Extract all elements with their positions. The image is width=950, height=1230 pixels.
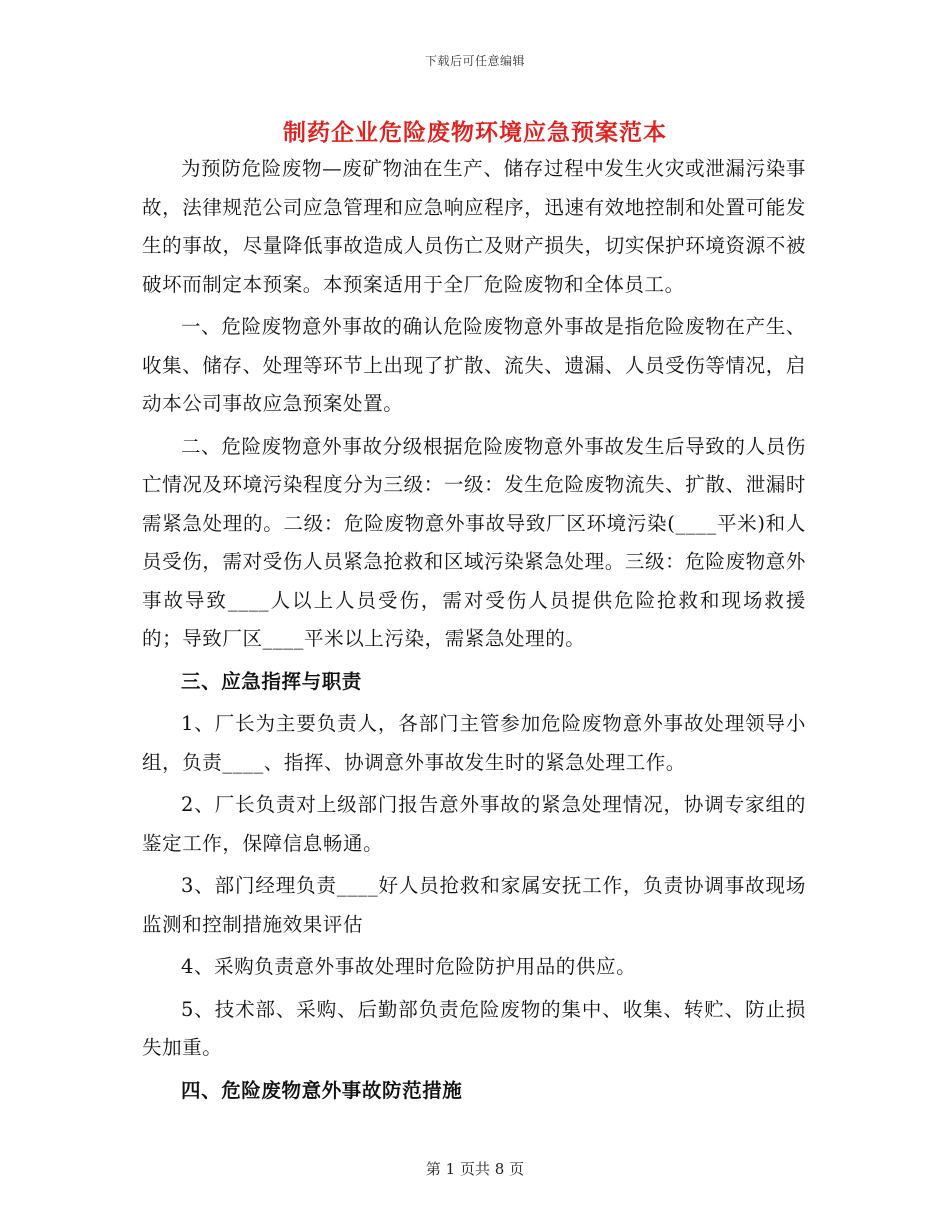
duty-item-4: 4、采购负责意外事故处理时危险防护用品的供应。	[181, 955, 637, 978]
section-4-heading: 四、危险废物意外事故防范措施	[181, 1078, 463, 1102]
document-title: 制药企业危险废物环境应急预案范本	[283, 119, 667, 146]
section-2-paragraph: 二、危险废物意外事故分级根据危险废物意外事故发生后导致的人员伤亡情况及环境污染程度分为三级：一级：发生危险废物流失、扩散、泄漏时需紧急处理的。二级：危险废物意外事故导致厂区环境污染(____平米)和人员受伤，需对受伤人员紧急抢救和区域污染紧急处理。三级：危险废物意外事故导致____人以上人员受伤，需对受伤人员提供危险抢救和现场救援的；导致厂区____平米以上污染，需紧急处理的。	[142, 434, 806, 650]
intro-paragraph: 为预防危险废物—废矿物油在生产、储存过程中发生火灾或泄漏污染事故，法律规范公司应急管理和应急响应程序，迅速有效地控制和处置可能发生的事故，尽量降低事故造成人员伤亡及财产损失，切实保护环境资源不被破坏而制定本预案。本预案适用于全厂危险废物和全体员工。	[142, 157, 806, 296]
duty-item-1: 1、厂长为主要负责人，各部门主管参加危险废物意外事故处理领导小组，负责____、指挥、协调意外事故发生时的紧急处理工作。	[142, 712, 806, 774]
page-number: 第 1 页共 8 页	[425, 1160, 525, 1178]
duty-item-3: 3、部门经理负责____好人员抢救和家属安抚工作，负责协调事故现场监测和控制措施效果评估	[142, 874, 806, 936]
section-3-heading: 三、应急指挥与职责	[181, 669, 362, 693]
duty-item-2: 2、厂长负责对上级部门报告意外事故的紧急处理情况，协调专家组的鉴定工作，保障信息畅通。	[142, 793, 806, 855]
document-body	[142, 150, 806, 1114]
section-1-paragraph: 一、危险废物意外事故的确认危险废物意外事故是指危险废物在产生、收集、储存、处理等环节上出现了扩散、流失、遗漏、人员受伤等情况，启动本公司事故应急预案处置。	[142, 315, 806, 415]
duty-item-5: 5、技术部、采购、后勤部负责危险废物的集中、收集、转贮、防止损失加重。	[142, 997, 806, 1059]
header-note: 下载后可任意编辑	[424, 54, 525, 68]
